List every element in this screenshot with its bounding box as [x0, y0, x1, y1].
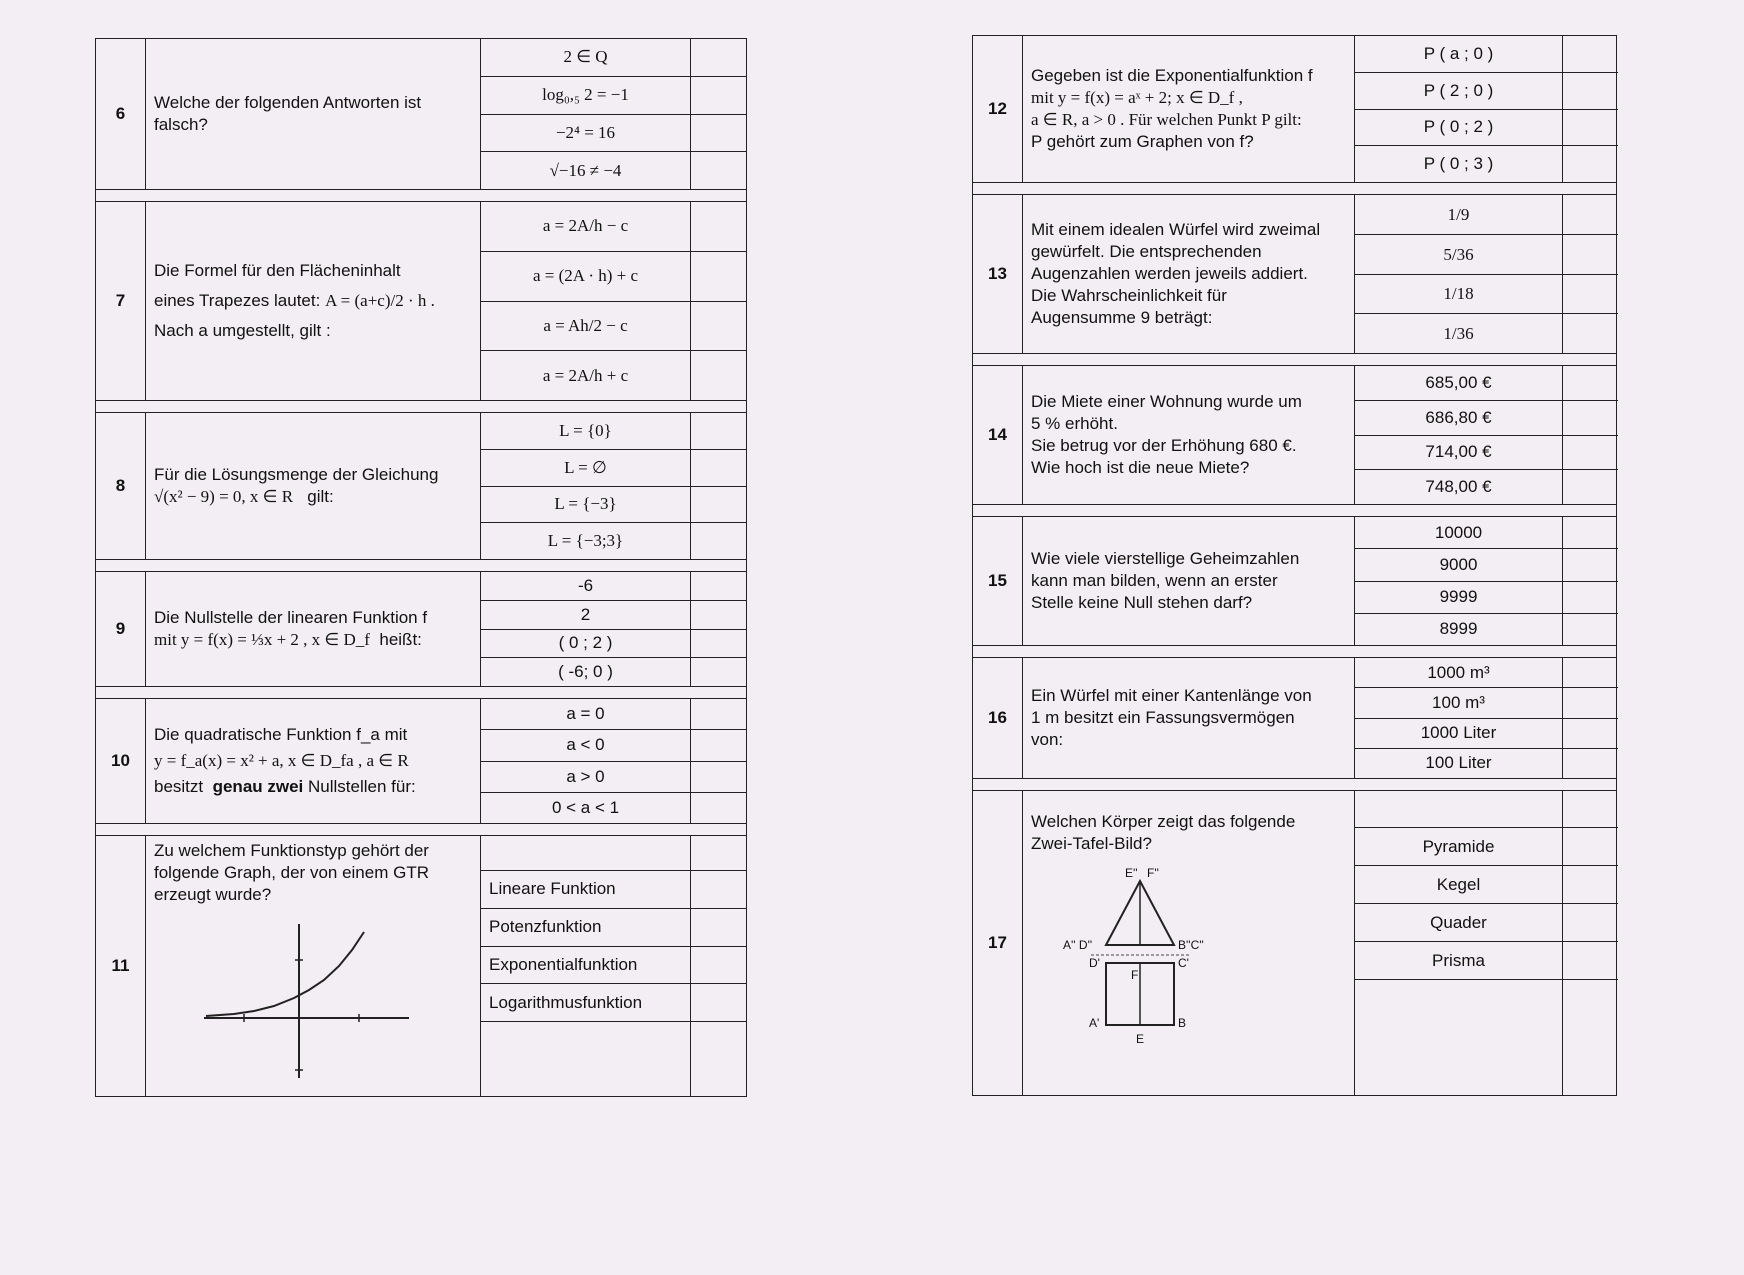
- answer-checkbox[interactable]: [691, 413, 747, 450]
- answer-checkboxes: [1563, 791, 1618, 1095]
- question-number: 15: [973, 517, 1023, 645]
- answer-option: 100 m³: [1355, 688, 1562, 718]
- answer-option: 1/18: [1355, 275, 1562, 315]
- question-17: [972, 790, 1617, 1096]
- svg-text:A'' D'': A'' D'': [1063, 938, 1093, 952]
- question-number: 14: [973, 366, 1023, 504]
- answer-option: Exponentialfunktion: [481, 947, 690, 985]
- answer-option: 714,00 €: [1355, 436, 1562, 471]
- question-text: Die Formel für den Flächeninhalt eines Trapezes lautet: A = (a+c)/2 · h . Nach a umgestellt, gilt :: [146, 202, 481, 400]
- answer-checkboxes: [691, 836, 747, 1096]
- answer-checkbox[interactable]: [1563, 36, 1618, 73]
- answer-option: 10000: [1355, 517, 1562, 549]
- answer-options: [481, 202, 691, 400]
- answer-checkbox[interactable]: [1563, 146, 1618, 182]
- answer-checkbox[interactable]: [691, 351, 747, 400]
- answer-checkbox[interactable]: [691, 252, 747, 302]
- question-9: [95, 571, 747, 687]
- answer-options: [1355, 658, 1563, 778]
- answer-options: [481, 836, 691, 1096]
- answer-checkbox[interactable]: [691, 658, 747, 686]
- separator: [972, 354, 1617, 365]
- answer-checkbox[interactable]: [1563, 688, 1618, 718]
- answer-option: ( 0 ; 2 ): [481, 630, 690, 659]
- left-column: [95, 38, 747, 1097]
- two-view-drawing: [1061, 865, 1261, 1055]
- answer-option: Lineare Funktion: [481, 870, 690, 909]
- answer-option: L = ∅: [481, 450, 690, 487]
- answer-options: [481, 572, 691, 686]
- answer-checkbox[interactable]: [1563, 470, 1618, 504]
- answer-checkbox[interactable]: [1563, 942, 1618, 980]
- answer-checkbox[interactable]: [1563, 658, 1618, 688]
- answer-options: [481, 39, 691, 189]
- answer-checkbox[interactable]: [691, 730, 747, 761]
- question-text: Die Nullstelle der linearen Funktion f mit y = f(x) = ⅓x + 2 , x ∈ D_f heißt:: [146, 572, 481, 686]
- answer-checkboxes: [1563, 658, 1618, 778]
- answer-checkbox[interactable]: [1563, 314, 1618, 353]
- answer-checkboxes: [691, 699, 747, 823]
- svg-text:E'': E'': [1125, 866, 1138, 880]
- question-13: [972, 194, 1617, 354]
- question-text: Welchen Körper zeigt das folgende Zwei-Tafel-Bild? E'' F'' A'' D'' B''C'' D' C' F A' B E: [1023, 791, 1355, 1095]
- answer-option: a = 2A/h − c: [481, 202, 690, 252]
- answer-checkbox[interactable]: [691, 572, 747, 601]
- answer-checkbox[interactable]: [691, 302, 747, 352]
- answer-options: [1355, 366, 1563, 504]
- answer-option: √−16 ≠ −4: [549, 160, 622, 180]
- answer-checkbox[interactable]: [691, 487, 747, 524]
- answer-checkboxes: [1563, 366, 1618, 504]
- question-16: [972, 657, 1617, 779]
- answer-checkbox[interactable]: [1563, 866, 1618, 904]
- answer-checkbox[interactable]: [691, 947, 747, 985]
- separator: [95, 560, 747, 571]
- separator: [95, 401, 747, 412]
- answer-option: a = 0: [481, 699, 690, 730]
- question-text: Die Miete einer Wohnung wurde um 5 % erhöht. Sie betrug vor der Erhöhung 680 €. Wie hoch ist die neue Miete?: [1023, 366, 1355, 504]
- answer-checkbox[interactable]: [691, 77, 747, 115]
- answer-option: 1000 Liter: [1355, 719, 1562, 749]
- answer-option: −2⁴ = 16: [481, 115, 690, 153]
- answer-option: P ( 0 ; 3 ): [1423, 154, 1494, 174]
- answer-option: 2 ∈ Q: [481, 39, 690, 77]
- answer-option: a = (2A · h) + c: [481, 252, 690, 302]
- answer-checkbox[interactable]: [1563, 749, 1618, 778]
- answer-checkbox[interactable]: [1563, 904, 1618, 942]
- answer-checkboxes: [1563, 195, 1618, 353]
- answer-option: a < 0: [481, 730, 690, 761]
- answer-checkbox[interactable]: [691, 601, 747, 630]
- answer-option: Prisma: [1355, 942, 1562, 980]
- answer-option: 1000 m³: [1355, 658, 1562, 688]
- question-number: 11: [96, 836, 146, 1096]
- svg-text:B: B: [1178, 1016, 1187, 1030]
- question-text: Gegeben ist die Exponentialfunktion f mit y = f(x) = aˣ + 2; x ∈ D_f , a ∈ R, a > 0 . Für welchen Punkt P gilt: P gehört zum Graphen von f?: [1023, 36, 1355, 182]
- answer-option: L = {−3;3}: [547, 531, 624, 551]
- question-text: Welche der folgenden Antworten ist falsch?: [146, 39, 481, 189]
- answer-option: Quader: [1355, 904, 1562, 942]
- answer-checkbox[interactable]: [1563, 827, 1618, 866]
- answer-option: Kegel: [1355, 866, 1562, 904]
- answer-option: 748,00 €: [1425, 477, 1492, 497]
- answer-checkbox[interactable]: [1563, 275, 1618, 315]
- question-6: [95, 38, 747, 190]
- question-number: 9: [96, 572, 146, 686]
- question-text: Zu welchem Funktionstyp gehört der folgende Graph, der von einem GTR erzeugt wurde?: [146, 836, 481, 1096]
- svg-text:C': C': [1178, 956, 1189, 970]
- answer-option: 5/36: [1355, 235, 1562, 275]
- question-text: Mit einem idealen Würfel wird zweimal gewürfelt. Die entsprechenden Augenzahlen werden jeweils addiert. Die Wahrscheinlichkeit für Augensumme 9 beträgt:: [1023, 195, 1355, 353]
- answer-option: P ( 0 ; 2 ): [1355, 110, 1562, 147]
- separator: [972, 779, 1617, 790]
- answer-options: [1355, 517, 1563, 645]
- answer-option: 1/36: [1443, 324, 1474, 344]
- question-text: Ein Würfel mit einer Kantenlänge von 1 m besitzt ein Fassungsvermögen von:: [1023, 658, 1355, 778]
- question-14: [972, 365, 1617, 505]
- question-text: Wie viele vierstellige Geheimzahlen kann man bilden, wenn an erster Stelle keine Null stehen darf?: [1023, 517, 1355, 645]
- answer-option: a > 0: [481, 762, 690, 793]
- question-10: [95, 698, 747, 824]
- answer-checkbox[interactable]: [1563, 614, 1618, 645]
- answer-option: a = 2A/h + c: [542, 365, 629, 385]
- answer-option: Potenzfunktion: [481, 909, 690, 947]
- question-text: Für die Lösungsmenge der Gleichung √(x² − 9) = 0, x ∈ R gilt:: [146, 413, 481, 559]
- question-number: 7: [96, 202, 146, 400]
- question-number: 12: [973, 36, 1023, 182]
- answer-checkbox[interactable]: [691, 984, 747, 1022]
- answer-checkbox[interactable]: [691, 909, 747, 947]
- answer-option: 100 Liter: [1425, 753, 1492, 773]
- answer-checkbox[interactable]: [691, 762, 747, 793]
- separator: [95, 687, 747, 698]
- answer-checkbox[interactable]: [691, 523, 747, 559]
- separator: [972, 505, 1617, 516]
- svg-text:A': A': [1089, 1016, 1100, 1030]
- svg-text:F'': F'': [1147, 866, 1159, 880]
- separator: [972, 183, 1617, 194]
- answer-checkbox[interactable]: [1563, 719, 1618, 749]
- svg-text:E: E: [1136, 1032, 1145, 1046]
- svg-text:B''C'': B''C'': [1178, 938, 1204, 952]
- answer-option: 8999: [1439, 619, 1478, 639]
- answer-option: Pyramide: [1355, 827, 1562, 866]
- answer-option: 9000: [1355, 549, 1562, 581]
- answer-option: P ( 2 ; 0 ): [1355, 73, 1562, 110]
- answer-checkbox[interactable]: [691, 630, 747, 659]
- separator: [972, 646, 1617, 657]
- question-8: [95, 412, 747, 560]
- separator: [95, 824, 747, 835]
- answer-option: 0 < a < 1: [551, 797, 620, 817]
- answer-checkbox[interactable]: [1563, 73, 1618, 110]
- answer-checkbox[interactable]: [1563, 195, 1618, 235]
- answer-option: P ( a ; 0 ): [1355, 36, 1562, 73]
- answer-option: 686,80 €: [1355, 401, 1562, 436]
- answer-checkbox[interactable]: [1563, 436, 1618, 471]
- answer-checkboxes: [1563, 36, 1618, 182]
- answer-checkbox[interactable]: [1563, 517, 1618, 549]
- separator: [95, 190, 747, 201]
- svg-text:F: F: [1131, 968, 1139, 982]
- question-number: 13: [973, 195, 1023, 353]
- answer-checkbox[interactable]: [691, 39, 747, 77]
- answer-checkbox[interactable]: [1563, 110, 1618, 147]
- answer-option: L = {0}: [481, 413, 690, 450]
- right-column: [972, 35, 1617, 1096]
- answer-option: 2: [481, 601, 690, 630]
- answer-options: [1355, 36, 1563, 182]
- question-number: 10: [96, 699, 146, 823]
- answer-checkbox[interactable]: [691, 450, 747, 487]
- answer-checkboxes: [691, 39, 747, 189]
- answer-options: [1355, 791, 1563, 1095]
- question-number: 17: [973, 791, 1023, 1095]
- question-text: Die quadratische Funktion f_a mit y = f_a(x) = x² + a, x ∈ D_fa , a ∈ R besitzt genau zwei Nullstellen für:: [146, 699, 481, 823]
- svg-text:D': D': [1089, 956, 1100, 970]
- answer-checkbox[interactable]: [691, 202, 747, 252]
- question-11: [95, 835, 747, 1097]
- answer-checkbox[interactable]: [1563, 366, 1618, 401]
- question-number: 6: [96, 39, 146, 189]
- answer-checkboxes: [1563, 517, 1618, 645]
- answer-checkboxes: [691, 572, 747, 686]
- question-12: [972, 35, 1617, 183]
- answer-checkboxes: [691, 413, 747, 559]
- answer-checkboxes: [691, 202, 747, 400]
- answer-option: log₀,₅ 2 = −1: [481, 77, 690, 115]
- answer-checkbox[interactable]: [1563, 235, 1618, 275]
- answer-options: [1355, 195, 1563, 353]
- answer-option: ( -6; 0 ): [558, 662, 613, 682]
- answer-option: L = {−3}: [481, 487, 690, 524]
- answer-checkbox[interactable]: [691, 699, 747, 730]
- question-number: 8: [96, 413, 146, 559]
- answer-option: 685,00 €: [1355, 366, 1562, 401]
- answer-option: -6: [481, 572, 690, 601]
- answer-checkbox[interactable]: [1563, 582, 1618, 614]
- question-number: 16: [973, 658, 1023, 778]
- question-15: [972, 516, 1617, 646]
- answer-option: 1/9: [1355, 195, 1562, 235]
- answer-option: Logarithmusfunktion: [481, 984, 690, 1022]
- function-graph: [194, 920, 414, 1080]
- answer-option: a = Ah/2 − c: [481, 302, 690, 352]
- answer-options: [481, 413, 691, 559]
- answer-checkbox[interactable]: [691, 793, 747, 823]
- answer-checkbox[interactable]: [691, 870, 747, 909]
- answer-option: 9999: [1355, 582, 1562, 614]
- answer-options: [481, 699, 691, 823]
- answer-checkbox[interactable]: [691, 115, 747, 153]
- answer-checkbox[interactable]: [1563, 549, 1618, 581]
- answer-checkbox[interactable]: [691, 152, 747, 189]
- answer-checkbox[interactable]: [1563, 401, 1618, 436]
- question-7: [95, 201, 747, 401]
